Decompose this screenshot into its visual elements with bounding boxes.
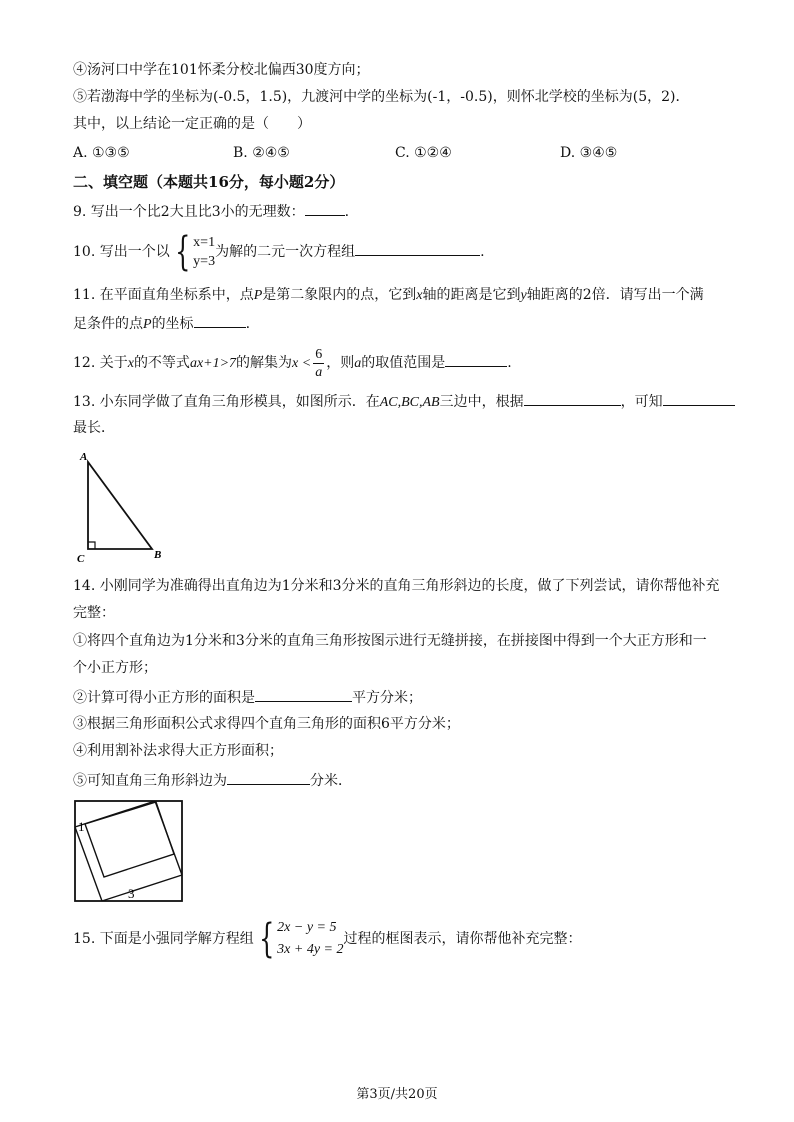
q11-var-p: P (143, 317, 152, 332)
label-c: C (77, 553, 85, 563)
q12-inequality: ax+1>7 (189, 356, 237, 371)
q12-frac-den: a (315, 364, 323, 380)
label-b: B (154, 549, 162, 561)
q12-text: ，则 (326, 355, 355, 371)
q13-blank-1 (524, 391, 621, 406)
q15-equation-system (254, 917, 344, 961)
right-triangle-figure (72, 448, 172, 563)
q15-row2: 3x + 4y = 2 (277, 942, 344, 957)
q14-line1: 14. 小刚同学为准确得出直角边为1分米和3分米的直角三角形斜边的长度，做了下列尝试，请你帮他补充 (73, 578, 720, 594)
q9-text: 9. 写出一个比2大且比3小的无理数： (73, 204, 305, 220)
q13-text: 13. 小东同学做了直角三角形模具，如图所示．在 (73, 394, 380, 410)
q14-step2 (73, 687, 422, 708)
q13-text: ，可知 (620, 394, 663, 410)
q8-option-b: B. ②④⑤ (233, 145, 290, 161)
q13-text: 三边中，根据 (439, 394, 524, 410)
inner-square (85, 802, 174, 877)
q10-row1: x=1 (193, 235, 216, 250)
q9-end: . (344, 204, 350, 220)
q10-blank (355, 241, 480, 256)
q10-row2: y=3 (193, 254, 216, 269)
hypotenuse-4 (75, 827, 102, 901)
q11-text: 轴的距离是它到 (422, 287, 521, 303)
q8-option-d: D. ③④⑤ (560, 145, 618, 161)
q12-text: 的取值范围是 (361, 355, 446, 371)
q13-sides: AC,BC,AB (379, 395, 440, 410)
q15-text: 过程的框图表示，请你帮他补充完整： (343, 931, 582, 947)
question-13-line1 (73, 391, 735, 413)
q12-end: . (507, 355, 512, 371)
label-1: 1 (78, 819, 85, 834)
q12-text: 12. 关于 (73, 355, 128, 371)
q8-option-a: A. ①③⑤ (73, 145, 130, 161)
q9-blank (305, 201, 345, 216)
q14-line2: 完整： (73, 605, 115, 621)
question-10 (73, 230, 485, 274)
q11-text: 的坐标 (151, 316, 194, 332)
q11-var-p: P (253, 288, 263, 303)
q12-lt: x < (292, 356, 312, 371)
q11-text: 11. 在平面直角坐标系中，点 (73, 287, 254, 303)
q14-text: 平方分米； (352, 690, 422, 706)
q8-item5: ⑤若渤海中学的坐标为(-0.5，1.5)，九渡河中学的坐标为(-1，-0.5)，则怀北学校的坐标为(5，2)． (73, 89, 690, 105)
square-tiling-figure (72, 798, 187, 904)
brace-icon: { (174, 229, 191, 275)
q10-end: . (480, 244, 485, 260)
q12-text: 的解集为 (236, 355, 293, 371)
q15-text: 15. 下面是小强同学解方程组 (73, 931, 254, 947)
q14-text: ②计算可得小正方形的面积是 (73, 690, 255, 706)
q14-blank-1 (255, 687, 352, 702)
q14-step3: ③根据三角形面积公式求得四个直角三角形的面积6平方分米； (73, 716, 460, 732)
q14-step1b: 个小正方形； (73, 660, 157, 676)
q11-var-x: x (416, 288, 423, 303)
q10-pre: 10. 写出一个以 (73, 244, 170, 260)
q12-blank (445, 352, 507, 367)
q8-prompt: 其中，以上结论一定正确的是（ ） (73, 116, 311, 132)
brace-icon: { (258, 916, 275, 962)
question-11-line2 (73, 313, 250, 335)
q12-var-a: a (354, 356, 362, 371)
question-11-line1 (73, 285, 704, 306)
label-3: 3 (128, 886, 135, 901)
q12-fraction (313, 346, 324, 381)
q12-frac-num: 6 (315, 346, 323, 362)
q10-post: 为解的二元一次方程组 (215, 244, 356, 260)
q14-step5 (73, 770, 352, 791)
question-9 (73, 201, 349, 222)
label-a: A (80, 451, 88, 463)
q11-blank (194, 313, 246, 328)
question-15 (73, 916, 582, 962)
right-angle-mark (88, 542, 95, 549)
q14-text: 分米． (310, 773, 352, 789)
q15-row1: 2x − y = 5 (277, 920, 337, 935)
q14-step1a: ①将四个直角边为1分米和3分米的直角三角形按图示进行无缝拼接，在拼接图中得到一个大正方形和一 (73, 633, 707, 649)
triangle-shape (88, 462, 152, 549)
page-footer: 第3页/共20页 (356, 1087, 438, 1102)
q8-item4: ④汤河口中学在101怀柔分校北偏西30度方向； (73, 62, 370, 78)
q12-var-x: x (127, 356, 134, 371)
q14-blank-2 (227, 770, 310, 785)
q11-text: 轴距离的2倍．请写出一个满 (526, 287, 704, 303)
q11-var-y: y (520, 288, 527, 303)
q12-text: 的不等式 (133, 355, 190, 371)
q11-text: 足条件的点 (73, 316, 143, 332)
question-12 (73, 343, 512, 384)
q14-text: ⑤可知直角三角形斜边为 (73, 773, 227, 789)
hypotenuse-3 (102, 875, 182, 901)
q13-blank-2 (663, 391, 735, 406)
q14-step4: ④利用割补法求得大正方形面积； (73, 743, 283, 759)
q11-text: 是第二象限内的点，它到 (262, 287, 417, 303)
q10-equation-system (170, 229, 216, 275)
q13-line2: 最长． (73, 420, 115, 436)
section-title: 二、填空题（本题共16分，每小题2分） (73, 173, 345, 191)
q11-end: . (245, 316, 251, 332)
q8-option-c: C. ①②④ (395, 145, 452, 161)
